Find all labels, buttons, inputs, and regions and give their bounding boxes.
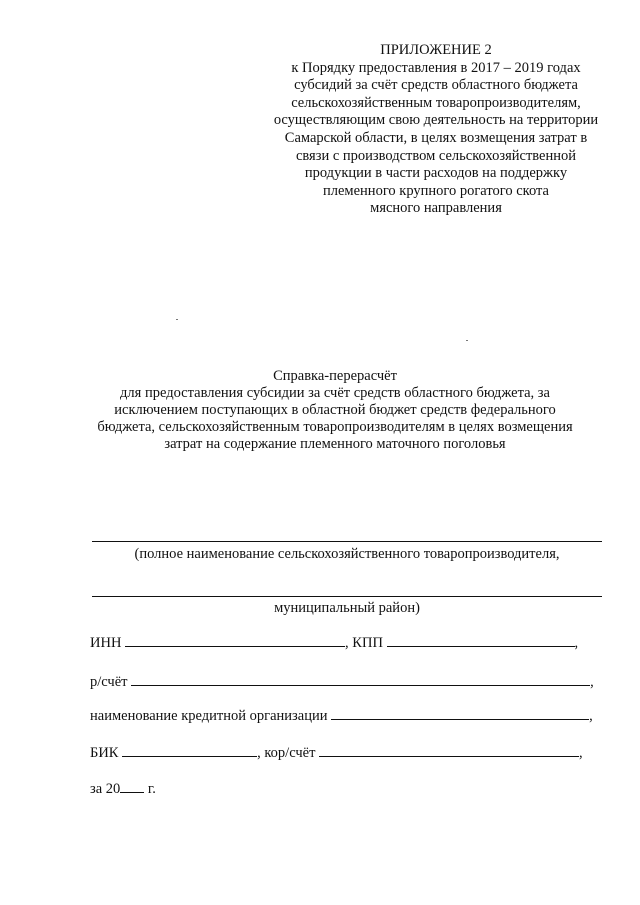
comma: , (589, 708, 593, 724)
comma: , (574, 635, 579, 651)
kpp-field[interactable] (387, 634, 575, 647)
document-subtitle-line: затрат на содержание племенного маточного поголовья (164, 436, 506, 452)
comma: , (590, 674, 594, 690)
appendix-line: Самарской области, в целях возмещения затрат в (284, 129, 588, 146)
appendix-line: племенного крупного рогатого скота (323, 182, 549, 199)
appendix-header (262, 42, 610, 218)
district-field[interactable] (92, 596, 602, 597)
appendix-line: осуществляющим свою деятельность на территории (273, 112, 599, 129)
period-row (90, 780, 156, 798)
appendix-line: сельскохозяйственным товаропроизводителям, (291, 94, 581, 111)
inn-field[interactable] (125, 634, 345, 647)
appendix-line: мясного направления (370, 200, 502, 217)
inn-label: ИНН (90, 635, 122, 651)
document-subtitle-line: исключением поступающих в областной бюджет средств федерального (114, 402, 556, 418)
corr-label: , кор/счёт (257, 745, 316, 761)
bank-field[interactable] (331, 707, 589, 720)
appendix-line: к Порядку предоставления в 2017 – 2019 годах (291, 59, 581, 76)
document-title: Справка-перерасчёт (273, 368, 397, 384)
appendix-title: ПРИЛОЖЕНИЕ 2 (380, 42, 492, 58)
bik-label: БИК (90, 745, 119, 761)
kpp-label: , КПП (345, 635, 383, 651)
account-field[interactable] (131, 673, 590, 686)
document-subtitle-line: для предоставления субсидии за счёт средств областного бюджета, за (120, 385, 550, 401)
producer-name-caption: (полное наименование сельскохозяйственного товаропроизводителя, (134, 546, 560, 562)
bik-row (90, 744, 583, 762)
document-heading (70, 368, 600, 453)
comma: , (579, 745, 583, 761)
year-field[interactable] (120, 780, 144, 793)
account-row (90, 673, 594, 691)
appendix-line: продукции в части расходов на поддержку (304, 165, 568, 182)
producer-name-field[interactable] (92, 541, 602, 542)
bik-field[interactable] (122, 744, 257, 757)
district-caption: муниципальный район) (274, 600, 420, 616)
document-subtitle-line: бюджета, сельскохозяйственным товаропроизводителям в целях возмещения (97, 419, 573, 435)
appendix-line: связи с производством сельскохозяйственной (295, 147, 577, 164)
bank-row (90, 707, 593, 725)
bank-label: наименование кредитной организации (90, 708, 328, 724)
scan-speck (466, 340, 468, 341)
scan-speck (176, 319, 178, 320)
account-label: р/счёт (90, 674, 128, 690)
year-suffix: г. (144, 781, 156, 797)
inn-kpp-row (90, 634, 578, 652)
year-prefix: за 20 (90, 781, 121, 797)
appendix-line: субсидий за счёт средств областного бюджета (294, 77, 578, 94)
corr-account-field[interactable] (319, 744, 579, 757)
